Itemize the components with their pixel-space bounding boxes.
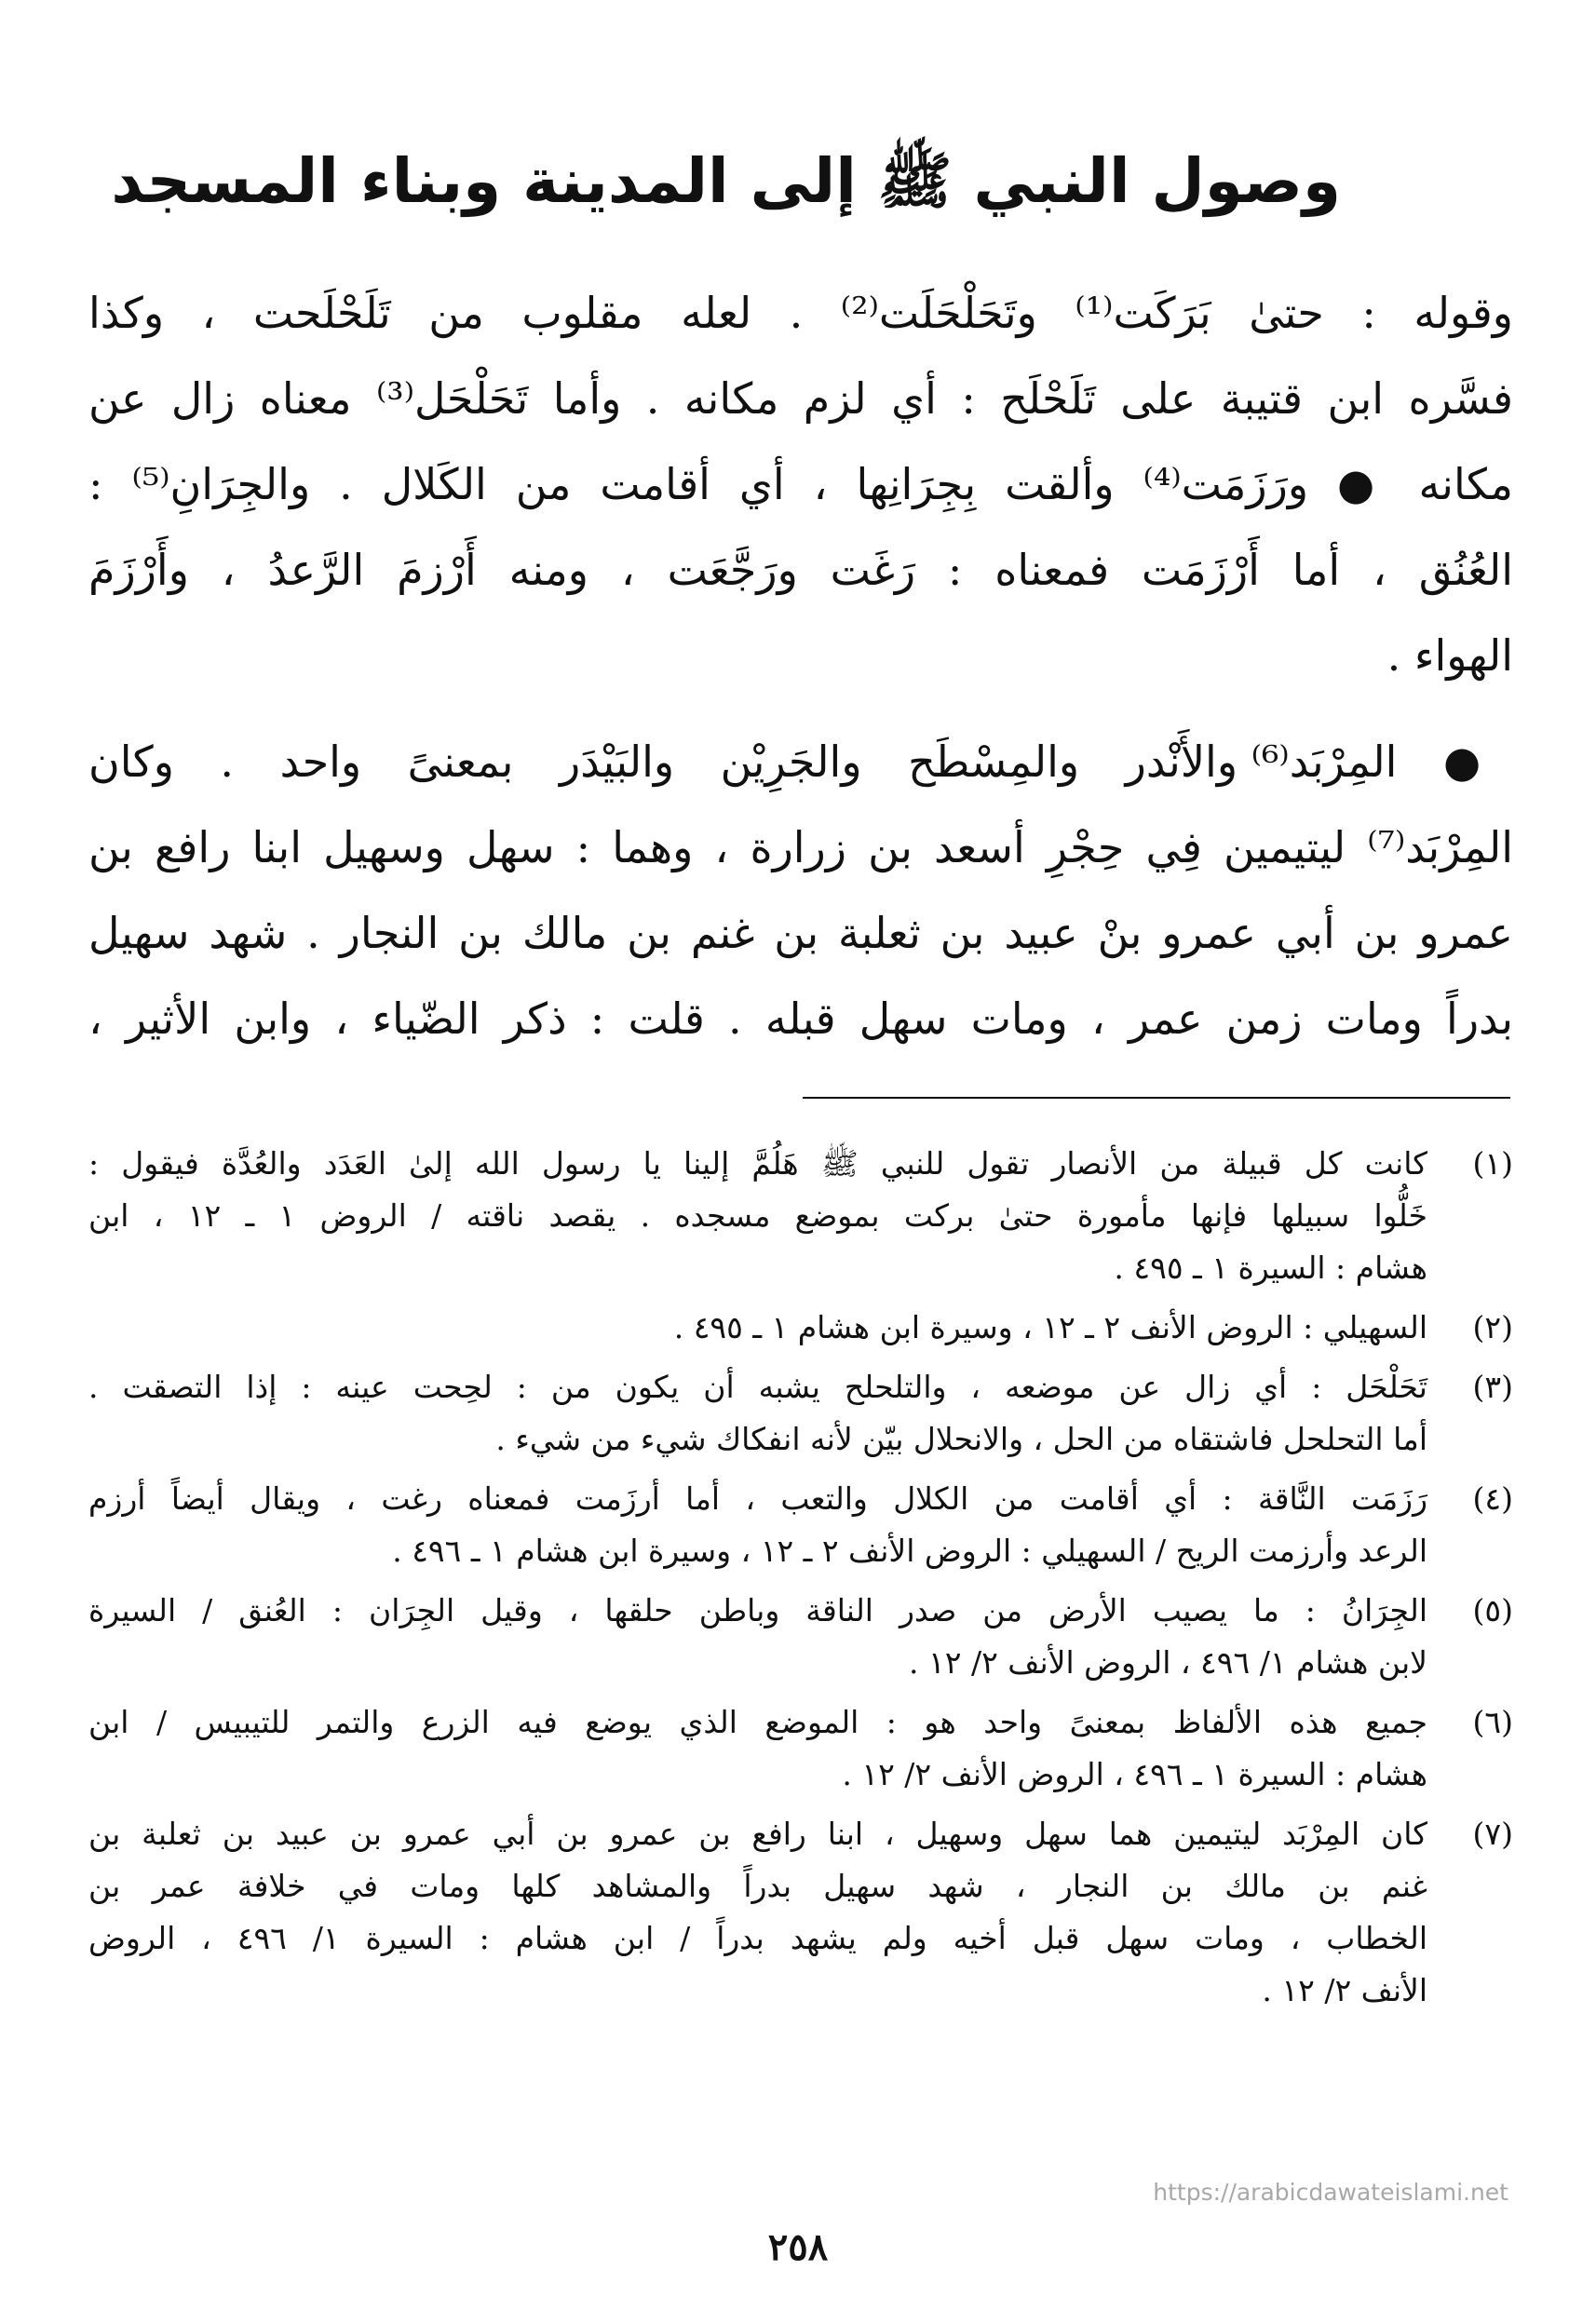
footnote-text — [88, 1138, 1427, 1294]
footnote-number: (٣) — [1472, 1369, 1513, 1405]
watermark-url: https://arabicdawateislami.net — [1153, 2179, 1508, 2206]
footnote-line: كان المِرْبَد ليتيمين هما سهل وسهيل ، ابنا رافع بن عمرو بن أبي عمرو بن عبيد بن ثعلبة بن — [88, 1816, 1427, 1852]
footnote-text — [88, 1808, 1427, 2017]
paragraph-1 — [88, 270, 1513, 698]
footnote-6 — [88, 1696, 1513, 1801]
footnote-line: خَلُّوا سبيلها فإنها مأمورة حتىٰ بركت بموضع مسجده . يقصد ناقته / الروض ١ ـ ١٢ ، ابن — [88, 1197, 1428, 1234]
footnote-line: هشام : السيرة ١ ـ ٤٩٥ . — [1114, 1250, 1427, 1286]
footnote-line: لابن هشام ١/ ٤٩٦ ، الروض الأنف ٢/ ١٢ . — [909, 1644, 1427, 1681]
footnote-line: جميع هذه الألفاظ بمعنىً واحد هو : الموضع الذي يوضع فيه الزرع والتمر للتيبيس / ابن — [88, 1704, 1427, 1740]
footnote-line: تَحَلْحَل : أي زال عن موضعه ، والتلحلح يشبه أن يكون من : لحِحت عينه : إذا التصقت . — [88, 1369, 1427, 1405]
footnote-4 — [88, 1473, 1513, 1577]
main-text — [88, 270, 1513, 1061]
footnotes — [88, 1138, 1513, 2024]
footnote-text — [88, 1302, 1427, 1354]
footnote-text — [88, 1585, 1427, 1689]
text-line: ● المِرْبَد⁽⁶⁾ والأَنْدر والمِسْطَح والجَرِيْن والبَيْدَر بمعنىً واحد . وكان — [88, 736, 1513, 787]
footnote-2 — [88, 1302, 1513, 1354]
page-number: ٢٥٨ — [767, 2225, 829, 2269]
text-line: العُنُق ، أما أَرْزَمَت فمعناه : رَغَت ورَجَّعَت ، ومنه أَرْزمَ الرَّعدُ ، وأَرْزَمَ — [88, 545, 1513, 595]
footnote-3 — [88, 1361, 1513, 1466]
footnote-line: الجِرَانُ : ما يصيب الأرض من صدر الناقة وباطن حلقها ، وقيل الجِرَان : العُنق / السيرة — [88, 1592, 1427, 1628]
text-line: المِرْبَد⁽⁷⁾ ليتيمين فِي حِجْرِ أسعد بن زرارة ، وهما : سهل وسهيل ابنا رافع بن — [88, 822, 1513, 872]
footnote-line: أما التحلحل فاشتقاه من الحل ، والانحلال بيّن لأنه انفكاك شيء من شيء . — [495, 1421, 1427, 1457]
footnote-text — [88, 1361, 1427, 1466]
footnote-line: رَزَمَت النَّاقة : أي أقامت من الكلال والتعب ، أما أرزَمت فمعناه رغت ، ويقال أيضاً أرزم — [88, 1480, 1427, 1517]
footnote-7 — [88, 1808, 1513, 2017]
text-line: عمرو بن أبي عمرو بنْ عبيد بن ثعلبة بن غنم بن مالك بن النجار . شهد سهيل — [88, 908, 1513, 958]
footnote-number: (٢) — [1472, 1309, 1513, 1345]
footnote-number: (٤) — [1472, 1480, 1513, 1517]
footnote-line: غنم بن مالك بن النجار ، شهد سهيل بدراً والمشاهد كلها ومات في خلافة عمر بن — [88, 1868, 1427, 1904]
footnote-text — [88, 1696, 1427, 1801]
text-line: الهواء . — [1386, 630, 1513, 681]
footnote-number: (٧) — [1472, 1816, 1513, 1852]
text-line: وقوله : حتىٰ بَرَكَت⁽¹⁾ وتَحَلْحَلَت⁽²⁾ . لعله مقلوب من تَلَحْلَحت ، وكذا — [88, 288, 1514, 338]
footnote-5 — [88, 1585, 1513, 1689]
footnote-number: (١) — [1472, 1145, 1513, 1182]
text-line: فسَّره ابن قتيبة على تَلَحْلَح : أي لزم مكانه . وأما تَحَلْحَل⁽³⁾ معناه زال عن — [88, 373, 1514, 424]
footnote-text — [88, 1473, 1427, 1577]
footnote-line: الأنف ٢/ ١٢ . — [1262, 1972, 1427, 2008]
footnote-line: كانت كل قبيلة من الأنصار تقول للنبي ﷺ هَلُمَّ إلينا يا رسول الله إلىٰ العَدَد والعُدَّة فيقول : — [88, 1145, 1427, 1182]
footnote-line: السهيلي : الروض الأنف ٢ ـ ١٢ ، وسيرة ابن هشام ١ ـ ٤٩٥ . — [673, 1309, 1427, 1345]
footnote-divider — [803, 1097, 1510, 1099]
footnote-line: هشام : السيرة ١ ـ ٤٩٦ ، الروض الأنف ٢/ ١٢ . — [842, 1756, 1427, 1792]
text-line: مكانه ● ورَزَمَت⁽⁴⁾ وألقت بِجِرَانِها ، أي أقامت من الكَلال . والجِرَانِ⁽⁵⁾ : — [88, 459, 1513, 509]
footnote-number: (٦) — [1472, 1704, 1513, 1740]
footnote-line: الرعد وأرزمت الريح / السهيلي : الروض الأنف ٢ ـ ١٢ ، وسيرة ابن هشام ١ ـ ٤٩٦ . — [392, 1533, 1427, 1569]
footnote-number: (٥) — [1472, 1592, 1513, 1628]
footnote-1 — [88, 1138, 1513, 1294]
footnote-line: الخطاب ، ومات سهل قبل أخيه ولم يشهد بدراً / ابن هشام : السيرة ١/ ٤٩٦ ، الروض — [88, 1920, 1427, 1956]
paragraph-2 — [88, 719, 1513, 1061]
text-line: بدراً ومات زمن عمر ، ومات سهل قبله . قلت : ذكر الضّياء ، وابن الأثير ، — [88, 993, 1513, 1044]
page-title: وصول النبي ﷺ إلى المدينة وبناء المسجد — [111, 145, 1341, 217]
